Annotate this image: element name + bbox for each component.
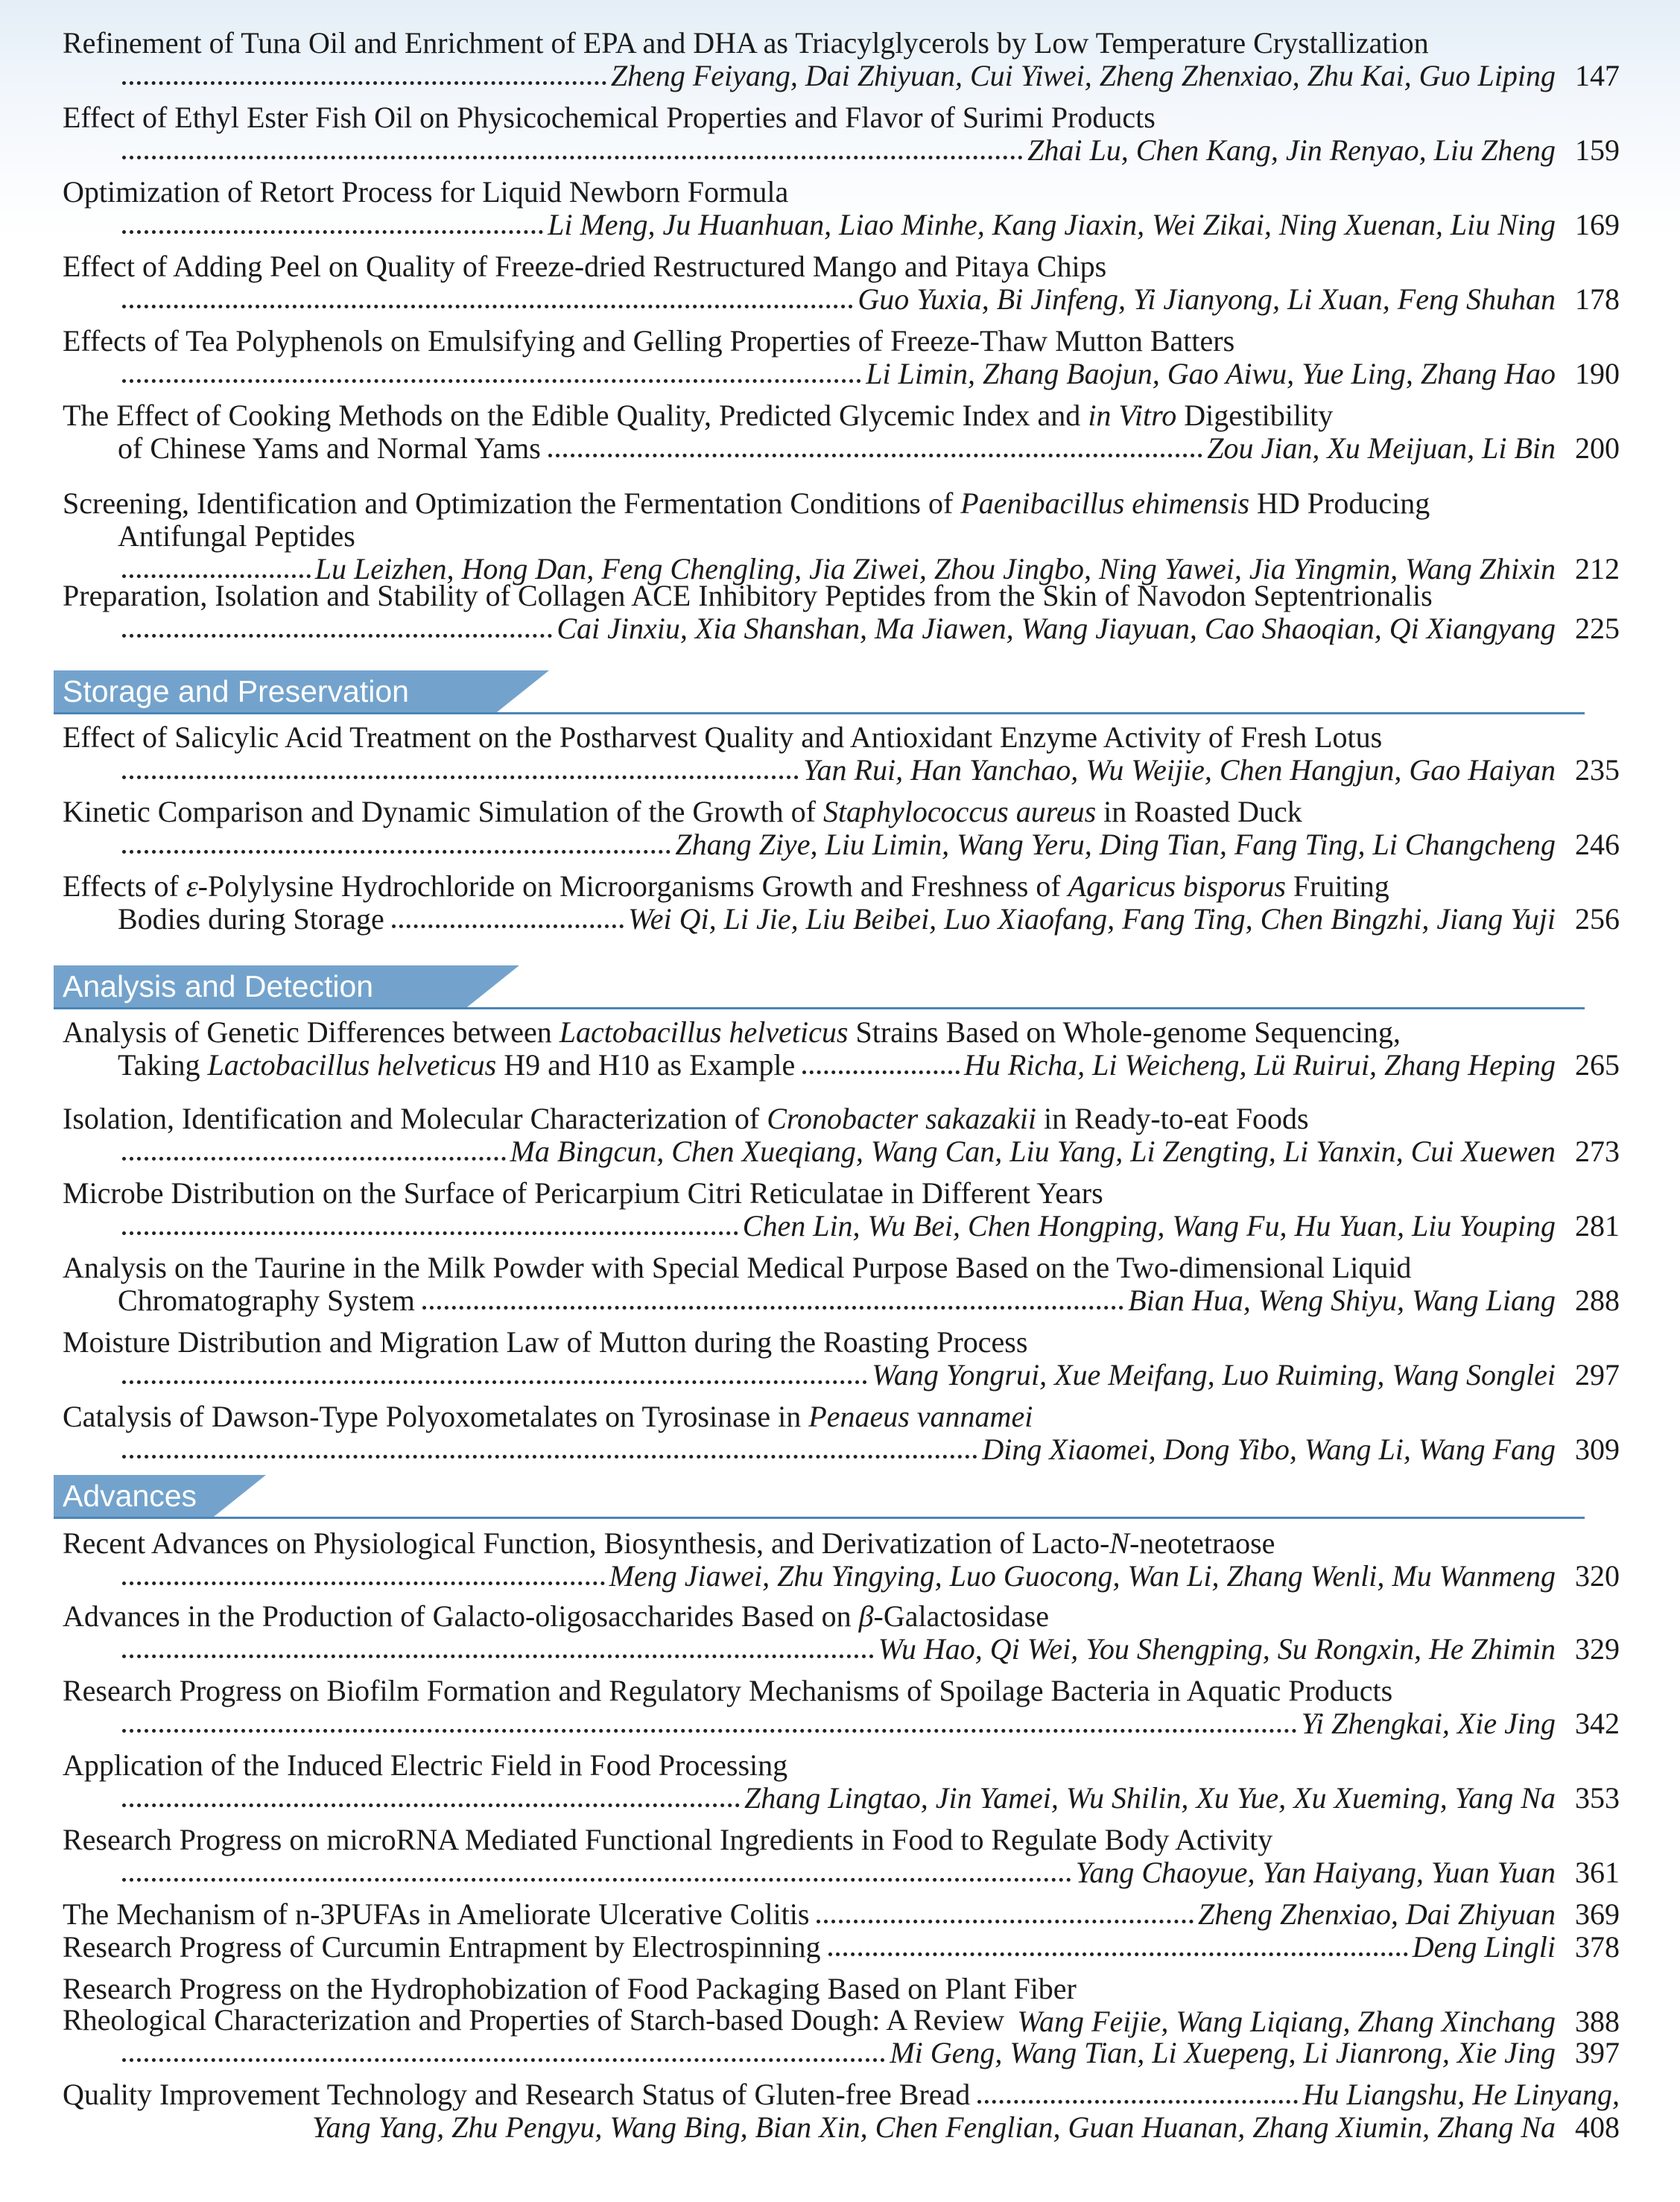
dot-leader	[122, 1654, 874, 1658]
entry-line	[63, 1049, 1620, 1082]
entry-page: 297	[1575, 1358, 1620, 1392]
entry-line	[63, 1135, 1620, 1168]
entry-page: 273	[1575, 1135, 1620, 1168]
title-text: Moisture Distribution and Migration Law of Mutton during the Roasting Process	[63, 1325, 1028, 1359]
title-text: Isolation, Identification and Molecular Characterization of	[63, 1102, 767, 1135]
title-text: Optimization of Retort Process for Liquid Newborn Formula	[63, 175, 789, 209]
entry-authors: Zou Jian, Xu Meijuan, Li Bin	[1207, 431, 1556, 465]
title-text: Effect of Adding Peel on Quality of Freeze-dried Restructured Mango and Pitaya Chips	[63, 250, 1107, 283]
leader-line	[118, 1135, 1556, 1168]
entry-page: 159	[1575, 133, 1620, 167]
entry-authors: Li Limin, Zhang Baojun, Gao Aiwu, Yue Ling, Zhang Hao	[866, 357, 1556, 390]
entry-title	[63, 520, 1620, 553]
dot-leader	[122, 305, 853, 308]
section-tab-edge	[214, 1475, 266, 1517]
section-header	[54, 1475, 1585, 1520]
title-text: Microbe Distribution on the Surface of Pericarpium Citri Reticulatae in Different Years	[63, 1176, 1103, 1210]
title-text: Antifungal Peptides	[118, 519, 355, 553]
dot-leader	[828, 1952, 1408, 1956]
leader-line	[118, 1560, 1556, 1593]
dot-leader	[122, 775, 799, 779]
entry-authors: Wei Qi, Li Jie, Liu Beibei, Luo Xiaofang, Fang Ting, Chen Bingzhi, Jiang Yuji	[628, 902, 1556, 936]
entry-page: 147	[1575, 59, 1620, 92]
entry-title	[63, 27, 1620, 60]
entry-title	[63, 101, 1620, 134]
entry-line	[63, 1782, 1620, 1815]
leader-line	[544, 432, 1556, 465]
title-text: Analysis on the Taurine in the Milk Powder with Special Medical Purpose Based on the Two-dimensional Liquid	[63, 1251, 1412, 1284]
title-text: Kinetic Comparison and Dynamic Simulation of the Growth of	[63, 795, 823, 828]
entry-authors: Zheng Zhenxiao, Dai Zhiyuan	[1198, 1897, 1556, 1931]
entry-title-continued: Bodies during Storage	[118, 902, 384, 936]
entry-page: 388	[1575, 2005, 1620, 2038]
entry-line	[63, 1359, 1620, 1392]
leader-line	[118, 828, 1556, 861]
section-title: Storage and Preservation	[63, 673, 409, 708]
dot-leader	[122, 81, 606, 85]
entry-line	[63, 1931, 1620, 1964]
leader-line	[973, 2078, 1620, 2111]
entry-line	[63, 1284, 1620, 1317]
entry-authors: Zhang Lingtao, Jin Yamei, Wu Shilin, Xu Yue, Xu Xueming, Yang Na	[744, 1781, 1556, 1815]
entry-line	[63, 903, 1620, 936]
entry-authors: Wu Hao, Qi Wei, You Shengping, Su Rongxin, He Zhimin	[878, 1632, 1556, 1666]
title-italic-text: ε	[186, 869, 198, 903]
entry-page: 281	[1575, 1209, 1620, 1243]
leader-line	[118, 1210, 1556, 1243]
leader-line	[118, 1433, 1556, 1466]
title-text: Effect of Salicylic Acid Treatment on the Postharvest Quality and Antioxidant Enzyme Activity of Fresh Lotus	[63, 720, 1383, 754]
entry-line	[63, 1707, 1620, 1740]
entry-title	[63, 1016, 1620, 1049]
entry-title	[63, 176, 1620, 209]
entry-page: 329	[1575, 1632, 1620, 1666]
leader-line	[118, 1782, 1556, 1815]
leader-line	[118, 283, 1556, 316]
title-text: H9 and H10 as Example	[496, 1048, 796, 1082]
title-text: in Roasted Duck	[1096, 795, 1302, 828]
entry-title	[63, 1824, 1620, 1856]
leader-line	[387, 903, 1556, 936]
entry-line	[63, 134, 1620, 167]
title-italic-text: Lactobacillus helveticus	[559, 1015, 849, 1049]
title-text: Effects of	[63, 869, 186, 903]
entry-line	[63, 1633, 1620, 1666]
entry-title	[63, 1251, 1620, 1284]
entry-authors: Zhang Ziye, Liu Limin, Wang Yeru, Ding Tian, Fang Ting, Li Changcheng	[675, 828, 1556, 861]
entry-line	[63, 1210, 1620, 1243]
dot-leader	[122, 1729, 1297, 1733]
entry-page: 320	[1575, 1559, 1620, 1593]
title-text: Recent Advances on Physiological Function, Biosynthesis, and Derivatization of Lacto-	[63, 1526, 1110, 1560]
entry-title	[63, 1600, 1620, 1633]
leader-line	[824, 1931, 1556, 1964]
entry-authors: Ding Xiaomei, Dong Yibo, Wang Li, Wang Fang	[982, 1432, 1556, 1466]
entry-page: 378	[1575, 1930, 1620, 1964]
entry-title	[63, 796, 1620, 828]
title-text: in Ready-to-eat Foods	[1036, 1102, 1309, 1135]
title-text: Refinement of Tuna Oil and Enrichment of EPA and DHA as Triacylglycerols by Low Temperature Crystallization	[63, 26, 1429, 60]
section-tab	[54, 965, 467, 1007]
leader-line	[118, 1633, 1556, 1666]
title-text: Effect of Ethyl Ester Fish Oil on Physicochemical Properties and Flavor of Surimi Products	[63, 101, 1156, 134]
entry-page: 178	[1575, 282, 1620, 316]
entry-authors: Yan Rui, Han Yanchao, Wu Weijie, Chen Hangjun, Gao Haiyan	[802, 753, 1556, 787]
section-header	[54, 965, 1585, 1010]
dot-leader	[122, 230, 543, 234]
title-text: Research Progress on Biofilm Formation and Regulatory Mechanisms of Spoilage Bacteria in Aquatic Products	[63, 1674, 1393, 1707]
entry-title	[63, 1177, 1620, 1210]
title-italic-text: Lactobacillus helveticus	[207, 1048, 497, 1082]
entry-page: 265	[1575, 1048, 1620, 1082]
title-text: The Effect of Cooking Methods on the Edible Quality, Predicted Glycemic Index and	[63, 399, 1088, 432]
section-rule	[54, 712, 1585, 714]
title-text: -neotetraose	[1129, 1526, 1275, 1560]
entry-page: 190	[1575, 357, 1620, 390]
leader-line	[63, 2111, 1556, 2144]
entry-line	[63, 1856, 1620, 1889]
entry-page: 408	[1575, 2110, 1620, 2144]
leader-line	[798, 1049, 1556, 1082]
entry-authors: Yi Zhengkai, Xie Jing	[1301, 1707, 1556, 1740]
dot-leader	[122, 850, 671, 854]
entry-authors: Hu Liangshu, He Linyang,	[1302, 2078, 1620, 2111]
entry-title	[63, 1973, 1620, 2005]
title-italic-text: Agaricus bisporus	[1068, 869, 1286, 903]
entry-authors: Ma Bingcun, Chen Xueqiang, Wang Can, Liu Yang, Li Zengting, Li Yanxin, Cui Xuewen	[510, 1135, 1556, 1168]
entry-line	[63, 612, 1620, 645]
entry-title-continued: Chromatography System	[118, 1284, 415, 1317]
entry-title	[63, 721, 1620, 754]
entry-authors: Guo Yuxia, Bi Jinfeng, Yi Jianyong, Li Xuan, Feng Shuhan	[858, 282, 1556, 316]
entry-page: 342	[1575, 1707, 1620, 1740]
entry-line	[63, 1433, 1620, 1466]
title-text: Fruiting	[1285, 869, 1389, 903]
entry-line	[63, 1898, 1620, 1931]
entry-authors: Chen Lin, Wu Bei, Chen Hongping, Wang Fu, Hu Yuan, Liu Youping	[742, 1209, 1556, 1243]
section-tab	[54, 670, 497, 712]
entry-title	[63, 487, 1620, 520]
dot-leader	[392, 924, 624, 928]
dot-leader	[122, 1380, 867, 1384]
entry-page: 288	[1575, 1284, 1620, 1317]
entry-page: 212	[1575, 552, 1620, 586]
leader-line	[118, 1856, 1556, 1889]
title-text: Effects of Tea Polyphenols on Emulsifying and Gelling Properties of Freeze-Thaw Mutton Batters	[63, 324, 1235, 358]
title-text: Rheological Characterization and Properties of Starch-based Dough: A Review	[63, 2003, 1005, 2037]
dot-leader	[122, 1455, 977, 1459]
entry-line	[63, 283, 1620, 316]
title-italic-text: Paenibacillus ehimensis	[960, 486, 1250, 520]
leader-line	[118, 754, 1556, 787]
entry-page: 246	[1575, 828, 1620, 861]
entry-line	[63, 2037, 1620, 2069]
dot-leader	[122, 1878, 1071, 1882]
entry-page: 369	[1575, 1897, 1620, 1931]
dot-leader	[122, 1231, 738, 1235]
leader-line	[118, 2037, 1556, 2069]
title-text: Advances in the Production of Galacto-oligosaccharides Based on	[63, 1599, 859, 1633]
entry-page: 169	[1575, 208, 1620, 241]
entry-title	[63, 1749, 1620, 1782]
section-rule	[54, 1517, 1585, 1519]
entry-line	[63, 754, 1620, 787]
entry-title	[63, 1400, 1620, 1433]
leader-line	[118, 612, 1556, 645]
title-text: Taking	[118, 1048, 208, 1082]
title-text: HD Producing	[1249, 486, 1430, 520]
entry-title	[63, 399, 1620, 432]
leader-line	[418, 1284, 1556, 1317]
entry-page: 200	[1575, 431, 1620, 465]
entry-title	[63, 1527, 1620, 1560]
dot-leader	[122, 379, 861, 383]
entry-line	[63, 1560, 1620, 1593]
entry-title-continued: of Chinese Yams and Normal Yams	[118, 431, 541, 465]
entry-authors: Yang Chaoyue, Yan Haiyang, Yuan Yuan	[1075, 1856, 1556, 1889]
title-text: Catalysis of Dawson-Type Polyoxometalates on Tyrosinase in	[63, 1400, 809, 1433]
entry-title	[63, 2004, 1620, 2037]
title-text: Strains Based on Whole-genome Sequencing,	[848, 1015, 1401, 1049]
title-text: Application of the Induced Electric Field in Food Processing	[63, 1748, 788, 1782]
dot-leader	[817, 1920, 1194, 1923]
entry-authors: Zhai Lu, Chen Kang, Jin Renyao, Liu Zheng	[1027, 133, 1556, 167]
entry-page: 235	[1575, 753, 1620, 787]
entry-authors: Bian Hua, Weng Shiyu, Wang Liang	[1128, 1284, 1556, 1317]
entry-title	[63, 580, 1620, 612]
dot-leader	[802, 1070, 960, 1074]
leader-line	[812, 1898, 1556, 1931]
entry-title	[63, 1102, 1620, 1135]
entry-authors: Yang Yang, Zhu Pengyu, Wang Bing, Bian Xin, Chen Fenglian, Guan Huanan, Zhang Xiumin, Zhang Na	[312, 2110, 1556, 2144]
title-text: Screening, Identification and Optimization the Fermentation Conditions of	[63, 486, 961, 520]
title-text: Research Progress on microRNA Mediated Functional Ingredients in Food to Regulate Body Activity	[63, 1823, 1273, 1856]
title-italic-text: N	[1109, 1526, 1129, 1560]
entry-page: 309	[1575, 1432, 1620, 1466]
entry-page: 397	[1575, 2036, 1620, 2069]
entry-authors: Meng Jiawei, Zhu Yingying, Luo Guocong, Wan Li, Zhang Wenli, Mu Wanmeng	[609, 1559, 1556, 1593]
dot-leader	[122, 1581, 605, 1585]
dot-leader	[122, 574, 311, 578]
entry-title	[63, 1326, 1620, 1359]
title-text: -Polylysine Hydrochloride on Microorganisms Growth and Freshness of	[197, 869, 1068, 903]
entry-page: 256	[1575, 902, 1620, 936]
entry-line	[63, 2111, 1620, 2144]
dot-leader	[122, 2058, 885, 2062]
entry-line	[63, 432, 1620, 465]
section-title: Advances	[63, 1478, 197, 1513]
dot-leader	[122, 156, 1023, 159]
entry-authors: Wang Feijie, Wang Liqiang, Zhang Xinchang	[1017, 2005, 1556, 2038]
entry-page: 225	[1575, 612, 1620, 645]
entry-authors: Wang Yongrui, Xue Meifang, Luo Ruiming, Wang Songlei	[872, 1358, 1556, 1392]
leader-line	[118, 134, 1556, 167]
entry-line	[63, 358, 1620, 390]
dot-leader	[548, 454, 1202, 457]
leader-line	[118, 60, 1556, 92]
section-rule	[54, 1007, 1585, 1009]
leader-line	[118, 1359, 1556, 1392]
title-italic-text: β	[858, 1599, 874, 1633]
entry-title	[63, 325, 1620, 358]
entry-title	[63, 250, 1620, 283]
dot-leader	[977, 2100, 1298, 2104]
dot-leader	[122, 634, 552, 638]
title-italic-text: Staphylococcus aureus	[822, 795, 1097, 828]
entry-authors: Lu Leizhen, Hong Dan, Feng Chengling, Jia Ziwei, Zhou Jingbo, Ning Yawei, Jia Yingmin, Wang Zhixin	[314, 552, 1556, 586]
title-italic-text: Cronobacter sakazakii	[767, 1102, 1037, 1135]
entry-line	[63, 2078, 1620, 2111]
dot-leader	[122, 1803, 740, 1807]
entry-title	[63, 1675, 1620, 1707]
title-text: Preparation, Isolation and Stability of Collagen ACE Inhibitory Peptides from the Skin of Navodon Septentrionalis	[63, 579, 1433, 612]
title-text: Digestibility	[1176, 399, 1334, 432]
entry-page: 353	[1575, 1781, 1620, 1815]
section-title: Analysis and Detection	[63, 968, 374, 1003]
section-header	[54, 670, 1585, 715]
entry-title-continued	[118, 1049, 795, 1082]
dot-leader	[122, 1157, 506, 1161]
entry-authors: Zheng Feiyang, Dai Zhiyuan, Cui Yiwei, Zheng Zhenxiao, Zhu Kai, Guo Liping	[610, 59, 1556, 92]
entry-title: Research Progress of Curcumin Entrapment by Electrospinning	[63, 1930, 821, 1964]
dot-leader	[422, 1306, 1123, 1310]
title-italic-text: in Vitro	[1088, 399, 1177, 432]
title-text: Analysis of Genetic Differences between	[63, 1015, 560, 1049]
entry-authors: Li Meng, Ju Huanhuan, Liao Minhe, Kang Jiaxin, Wei Zikai, Ning Xuenan, Liu Ning	[548, 208, 1556, 241]
entry-title	[63, 870, 1620, 903]
title-italic-text: Penaeus vannamei	[808, 1400, 1033, 1433]
title-text: Research Progress on the Hydrophobization of Food Packaging Based on Plant Fiber	[63, 1972, 1077, 2005]
entry-authors: Hu Richa, Li Weicheng, Lü Ruirui, Zhang Heping	[963, 1048, 1556, 1082]
leader-line	[118, 209, 1556, 241]
entry-authors: Mi Geng, Wang Tian, Li Xuepeng, Li Jianrong, Xie Jing	[890, 2036, 1556, 2069]
entry-authors: Cai Jinxiu, Xia Shanshan, Ma Jiawen, Wang Jiayuan, Cao Shaoqian, Qi Xiangyang	[557, 612, 1556, 645]
entry-title: Quality Improvement Technology and Research Status of Gluten-free Bread	[63, 2078, 971, 2111]
leader-line	[118, 358, 1556, 390]
section-tab	[54, 1475, 214, 1517]
title-text: -Galactosidase	[873, 1599, 1049, 1633]
entry-authors: Deng Lingli	[1412, 1930, 1556, 1964]
leader-line	[118, 1707, 1556, 1740]
entry-page: 361	[1575, 1856, 1620, 1889]
section-tab-edge	[497, 670, 549, 712]
entry-line	[63, 828, 1620, 861]
entry-title: The Mechanism of n-3PUFAs in Ameliorate Ulcerative Colitis	[63, 1897, 810, 1931]
entry-line	[63, 60, 1620, 92]
entry-line	[63, 209, 1620, 241]
section-tab-edge	[467, 965, 519, 1007]
